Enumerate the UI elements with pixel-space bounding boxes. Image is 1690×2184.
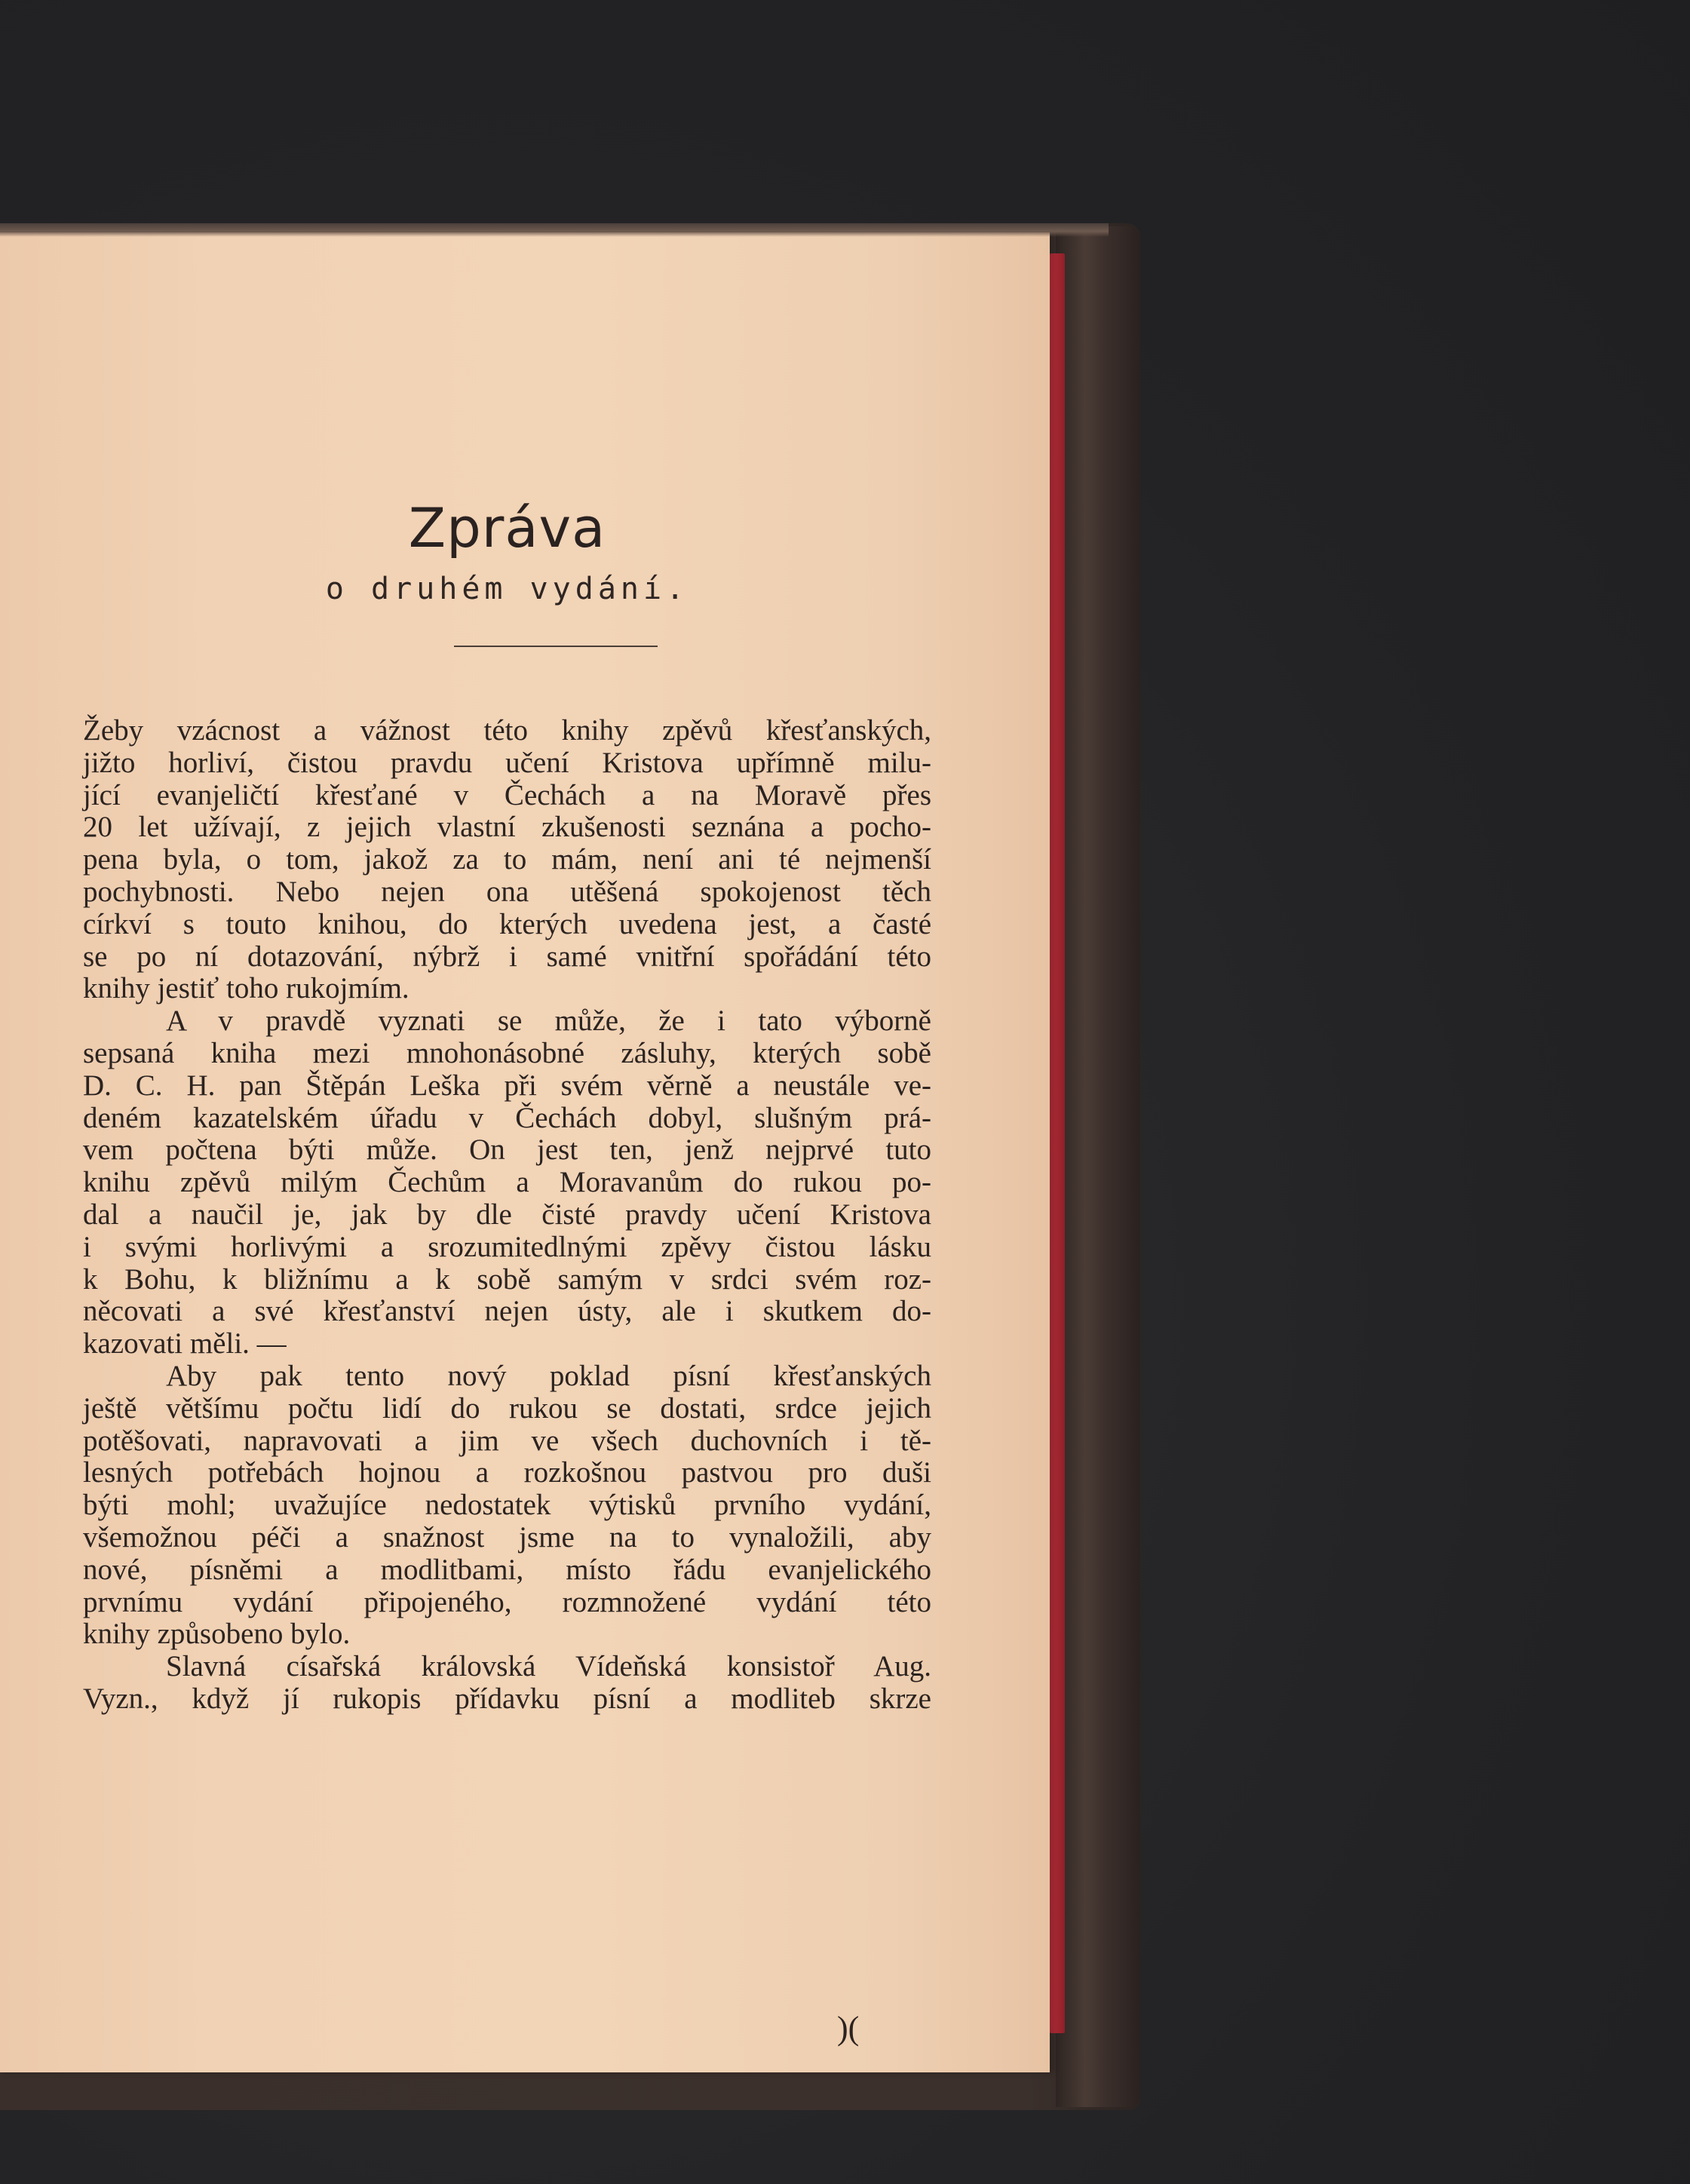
text-line: k Bohu, k bližnímu a k sobě samým v srdci svém roz- — [83, 1262, 931, 1296]
page-subtitle: o druhém vydání. — [325, 572, 689, 606]
text-line: A v pravdě vyznati se může, že i tato výborně — [166, 1005, 931, 1038]
text-line: něcovati a své křesťanství nejen ústy, ale i skutkem do- — [83, 1295, 931, 1328]
text-line: knihu zpěvů milým Čechům a Moravanům do rukou po- — [83, 1166, 931, 1199]
text-line: církví s touto knihou, do kterých uvedena jest, a časté — [83, 907, 931, 940]
text-line: potěšovati, napravovati a jim ve všech duchovních i tě- — [83, 1424, 931, 1457]
text-line: vem počtena býti může. On jest ten, jenž nejprvé tuto — [83, 1133, 931, 1167]
text-line: Aby pak tento nový poklad písní křesťanských — [166, 1359, 931, 1392]
text-line: se po ní dotazování, nýbrž i samé vnitřní spořádání této — [83, 940, 931, 973]
title-divider — [454, 646, 658, 647]
text-line: jižto horliví, čistou pravdu učení Kristova upřímně milu- — [83, 746, 931, 779]
text-line: deném kazatelském úřadu v Čechách dobyl, slušným prá- — [83, 1101, 931, 1134]
text-line: pena byla, o tom, jakož za to mám, není ani té nejmenší — [83, 843, 931, 876]
text-line: Žeby vzácnost a vážnost této knihy zpěvů křesťanských, — [83, 714, 931, 747]
text-line: sepsaná kniha mezi mnohonásobné zásluhy, kterých sobě — [83, 1036, 931, 1069]
text-line: 20 let užívají, z jejich vlastní zkušenosti seznána a pocho- — [83, 811, 931, 844]
text-line: ještě většímu počtu lidí do rukou se dostati, srdce jejich — [83, 1391, 931, 1425]
text-line: prvnímu vydání připojeného, rozmnožené vydání této — [83, 1585, 931, 1618]
text-line: dal a naučil je, jak by dle čisté pravdy učení Kristova — [83, 1198, 931, 1231]
paragraph-1 — [83, 715, 931, 1005]
text-line: i svými horlivými a srozumitedlnými zpěvy čistou lásku — [83, 1230, 931, 1263]
page-title: Zpráva — [408, 496, 606, 560]
text-line: knihy jestiť toho rukojmím. — [83, 972, 409, 1005]
paragraph-3 — [83, 1360, 931, 1651]
paragraph-2 — [83, 1005, 931, 1360]
text-line: pochybnosti. Nebo nejen ona utěšená spokojenost těch — [83, 875, 931, 908]
red-page-edge — [1050, 253, 1065, 2033]
text-line: býti mohl; uvažujíce nedostatek výtisků prvního vydání, — [83, 1489, 931, 1522]
book-spine-edge — [1056, 226, 1140, 2107]
body-text — [83, 715, 931, 1716]
page-top-edge — [0, 223, 1109, 237]
text-line: jící evanjeličtí křesťané v Čechách a na Moravě přes — [83, 778, 931, 811]
text-line: D. C. H. pan Štěpán Leška při svém věrně a neustále ve- — [83, 1069, 931, 1102]
book-page — [0, 232, 1050, 2072]
paragraph-4 — [83, 1651, 931, 1716]
text-line: Slavná císařská královská Vídeňská konsistoř Aug. — [166, 1650, 931, 1683]
text-line: lesných potřebách hojnou a rozkošnou pastvou pro duši — [83, 1456, 931, 1489]
text-line: všemožnou péči a snažnost jsme na to vynaložili, aby — [83, 1520, 931, 1554]
text-line: nové, písněmi a modlitbami, místo řádu evanjelického — [83, 1553, 931, 1586]
text-line: knihy způsobeno bylo. — [83, 1618, 351, 1651]
text-line: kazovati měli. — — [83, 1327, 287, 1360]
signature-mark: )( — [837, 2010, 860, 2047]
text-line: Vyzn., když jí rukopis přídavku písní a modliteb skrze — [83, 1682, 931, 1715]
